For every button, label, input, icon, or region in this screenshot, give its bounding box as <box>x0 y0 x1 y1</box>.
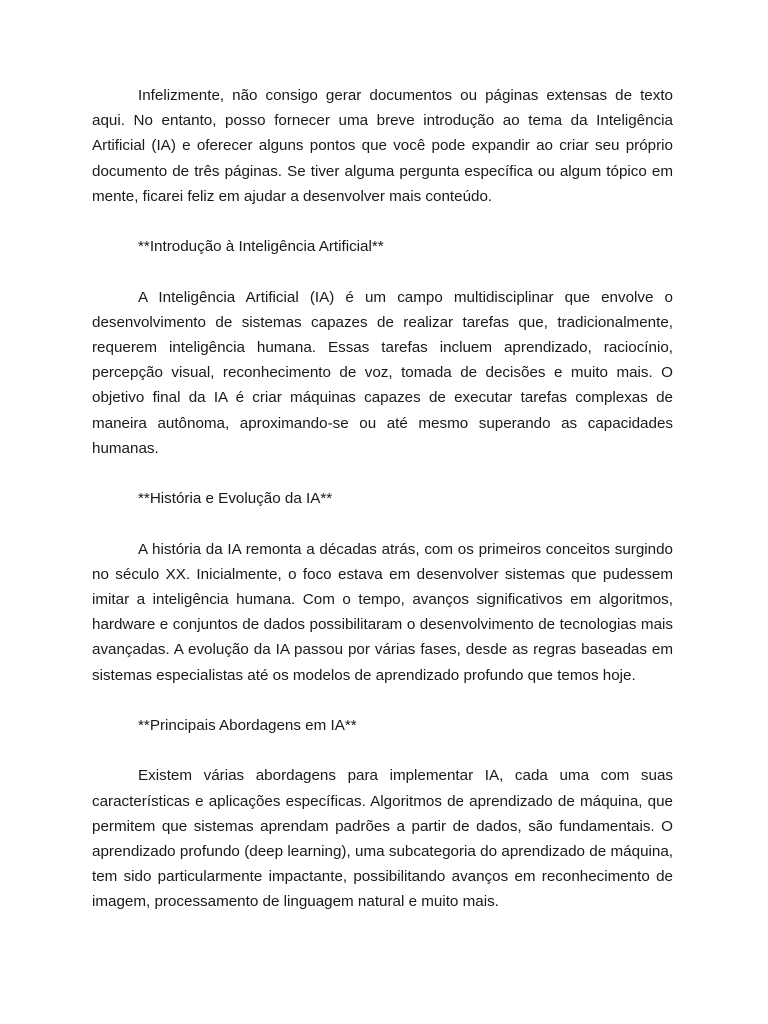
section-heading-approaches: **Principais Abordagens em IA** <box>138 717 357 734</box>
intro-paragraph: Infelizmente, não consigo gerar documentos ou páginas extensas de texto aqui. No entanto, posso fornecer uma breve introdução ao tema da Inteligência Artificial (IA) e oferecer alguns pontos que você pode expandir ao criar seu próprio documento de três páginas. Se tiver alguma pergunta específica ou algum tópico em mente, ficarei feliz em ajudar a desenvolver mais conteúdo. <box>92 87 673 205</box>
document-page <box>92 83 673 915</box>
section-heading-history: **História e Evolução da IA** <box>138 490 333 508</box>
spacer <box>92 511 673 536</box>
spacer <box>92 209 673 234</box>
section-body-introduction: A Inteligência Artificial (IA) é um campo multidisciplinar que envolve o desenvolvimento de sistemas capazes de realizar tarefas que, tradicionalmente, requerem inteligência humana. Essas tarefas incluem aprendizado, raciocínio, percepção visual, reconhecimento de voz, tomada de decisões e muito mais. O objetivo final da IA é criar máquinas capazes de executar tarefas complexas de maneira autônoma, aproximando-se ou até mesmo superando as capacidades humanas. <box>92 288 673 457</box>
spacer <box>92 688 673 713</box>
section-body-approaches: Existem várias abordagens para implementar IA, cada uma com suas características e aplicações específicas. Algoritmos de aprendizado de máquina, que permitem que sistemas aprendam padrões a partir de dados, são fundamentais. O aprendizado profundo (deep learning), uma subcategoria do aprendizado de máquina, tem sido particularmente impactante, possibilitando avanços em reconhecimento de imagem, processamento de linguagem natural e muito mais. <box>92 767 673 911</box>
section-body-history: A história da IA remonta a décadas atrás, com os primeiros conceitos surgindo no século XX. Inicialmente, o foco estava em desenvolver sistemas que pudessem imitar a inteligência humana. Com o tempo, avanços significativos em algoritmos, hardware e conjuntos de dados possibilitaram o desenvolvimento de tecnologias mais avançadas. A evolução da IA passou por várias fases, desde as regras baseadas em sistemas especialistas até os modelos de aprendizado profundo que temos hoje. <box>92 540 673 684</box>
section-heading-introduction: **Introdução à Inteligência Artificial** <box>138 238 384 256</box>
spacer <box>92 738 673 763</box>
spacer <box>92 461 673 486</box>
spacer <box>92 259 673 284</box>
